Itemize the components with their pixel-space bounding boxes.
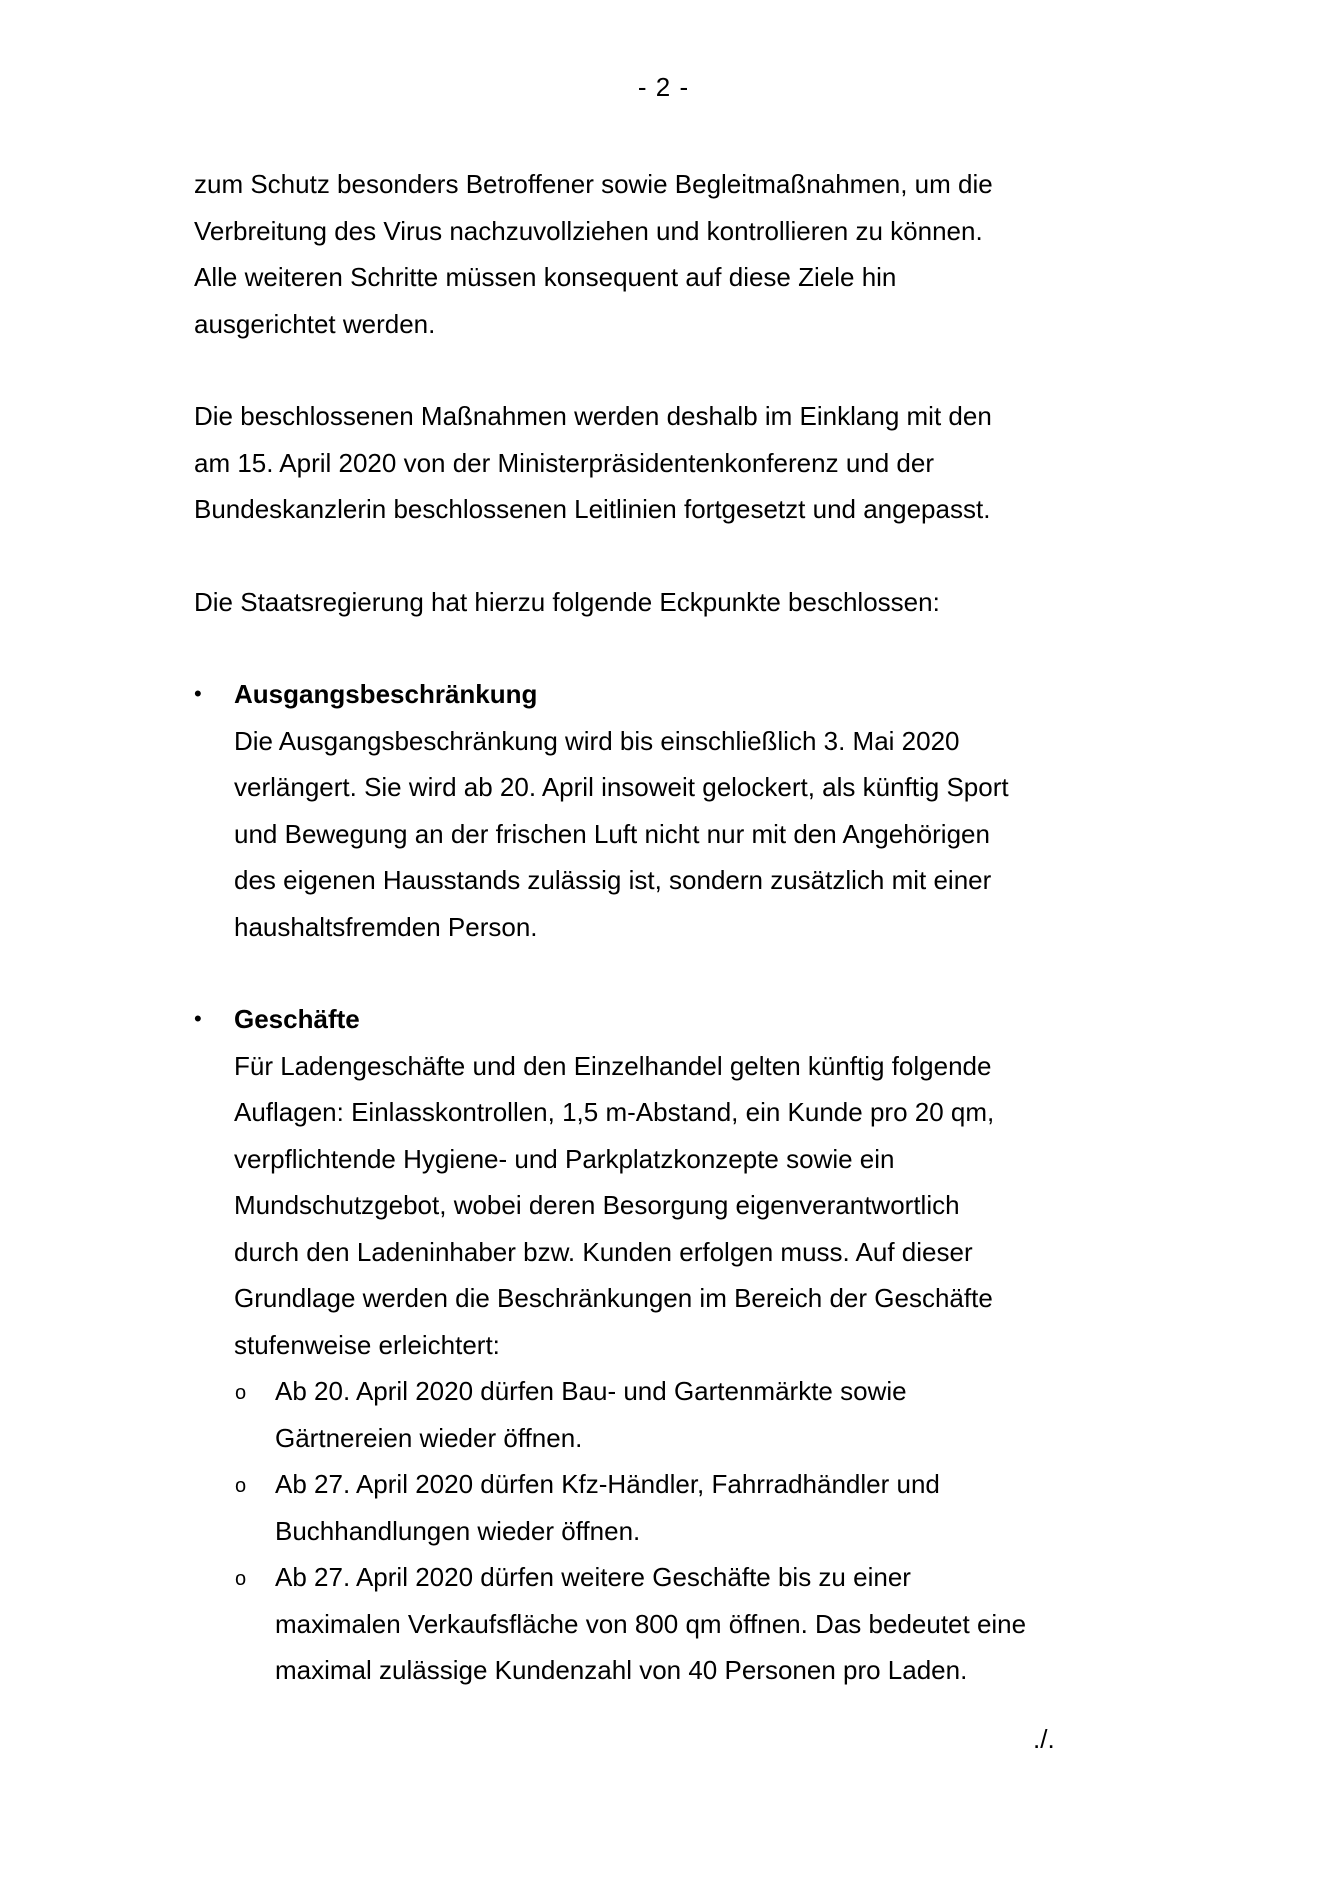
- circle-bullet-icon: o: [235, 1475, 247, 1497]
- text-line: stufenweise erleichtert:: [234, 1329, 500, 1360]
- document-body: [194, 161, 1074, 1694]
- text-line: Gärtnereien wieder öffnen.: [275, 1422, 583, 1453]
- sub-list: [234, 1368, 1074, 1694]
- continuation-mark: ./.: [1033, 1724, 1055, 1754]
- text-line: Die Ausgangsbeschränkung wird bis einschließlich 3. Mai 2020: [234, 725, 960, 756]
- text-line: verpflichtende Hygiene- und Parkplatzkonzepte sowie ein: [234, 1143, 895, 1174]
- measures-paragraph: [194, 393, 1074, 533]
- text-line: Auflagen: Einlasskontrollen, 1,5 m-Abstand, ein Kunde pro 20 qm,: [234, 1097, 995, 1127]
- text-line: Grundlage werden die Beschränkungen im Bereich der Geschäfte: [234, 1283, 993, 1313]
- text-line: Ab 27. April 2020 dürfen Kfz-Händler, Fahrradhändler und: [275, 1469, 940, 1499]
- text-line: Mundschutzgebot, wobei deren Besorgung eigenverantwortlich: [234, 1190, 960, 1220]
- section-ausgangsbeschraenkung: [194, 671, 1074, 950]
- list-item: [234, 1461, 1074, 1554]
- text-line: Ab 20. April 2020 dürfen Bau- und Gartenmärkte sowie: [275, 1376, 907, 1406]
- text-line: verlängert. Sie wird ab 20. April insoweit gelockert, als künftig Sport: [234, 772, 1009, 802]
- page-number: - 2 -: [637, 72, 690, 102]
- section-title: Geschäfte: [234, 1004, 360, 1034]
- circle-bullet-icon: o: [235, 1382, 247, 1404]
- text-line: ausgerichtet werden.: [194, 308, 436, 339]
- bullet-icon: •: [194, 1006, 202, 1031]
- list-item: [234, 1368, 1074, 1461]
- key-points-intro: Die Staatsregierung hat hierzu folgende Eckpunkte beschlossen:: [194, 586, 940, 617]
- list-item: [234, 1554, 1074, 1694]
- text-line: Buchhandlungen wieder öffnen.: [275, 1515, 641, 1546]
- circle-bullet-icon: o: [235, 1568, 247, 1590]
- bullet-icon: •: [194, 681, 202, 706]
- text-line: durch den Ladeninhaber bzw. Kunden erfolgen muss. Auf dieser: [234, 1236, 973, 1267]
- text-line: maximalen Verkaufsfläche von 800 qm öffnen. Das bedeutet eine: [275, 1608, 1027, 1639]
- text-line: am 15. April 2020 von der Ministerpräsidentenkonferenz und der: [194, 447, 934, 478]
- section-title: Ausgangsbeschränkung: [234, 679, 538, 709]
- text-line: zum Schutz besonders Betroffener sowie Begleitmaßnahmen, um die: [194, 169, 993, 199]
- text-line: Verbreitung des Virus nachzuvollziehen und kontrollieren zu können.: [194, 215, 983, 246]
- text-line: maximal zulässige Kundenzahl von 40 Personen pro Laden.: [275, 1655, 968, 1685]
- text-line: Bundeskanzlerin beschlossenen Leitlinien fortgesetzt und angepasst.: [194, 494, 991, 524]
- intro-paragraph: [194, 161, 1074, 347]
- text-line: haushaltsfremden Person.: [234, 911, 538, 942]
- text-line: Für Ladengeschäfte und den Einzelhandel gelten künftig folgende: [234, 1050, 992, 1081]
- text-line: und Bewegung an der frischen Luft nicht nur mit den Angehörigen: [234, 818, 990, 849]
- text-line: Die beschlossenen Maßnahmen werden deshalb im Einklang mit den: [194, 401, 992, 431]
- text-line: Alle weiteren Schritte müssen konsequent auf diese Ziele hin: [194, 262, 897, 292]
- text-line: des eigenen Hausstands zulässig ist, sondern zusätzlich mit einer: [234, 865, 992, 895]
- section-geschaefte: [194, 996, 1074, 1694]
- text-line: Ab 27. April 2020 dürfen weitere Geschäfte bis zu einer: [275, 1562, 911, 1592]
